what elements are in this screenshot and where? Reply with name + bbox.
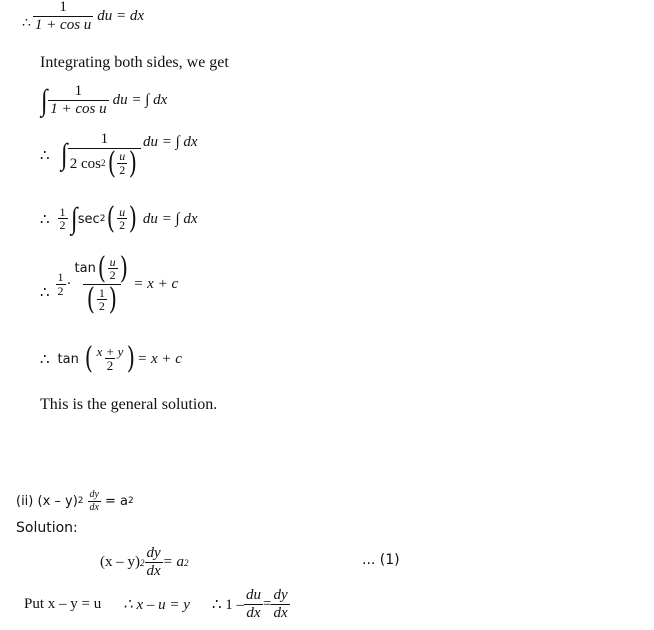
therefore-symbol: ∴	[22, 16, 31, 32]
big-numerator	[73, 251, 132, 286]
left-paren: (	[107, 201, 116, 236]
tan-function: tan	[74, 261, 96, 277]
part-ii-exponent: 2	[77, 496, 84, 507]
arg-fraction	[117, 150, 127, 177]
equation-1	[100, 546, 189, 579]
arg-fraction	[108, 256, 118, 283]
arg-numerator: u	[119, 204, 126, 219]
integral-symbol: ∫	[60, 138, 67, 172]
den-exponent: 2	[101, 157, 106, 168]
dy: dy	[273, 587, 288, 603]
eq1-rhs: = a	[162, 554, 185, 571]
fraction	[68, 132, 141, 179]
fraction	[33, 0, 93, 33]
right-paren: )	[127, 341, 136, 376]
eq1-derivative	[145, 546, 163, 579]
left-paren: (	[86, 282, 96, 317]
arg-denominator: 2	[119, 162, 126, 177]
right-paren: )	[119, 251, 128, 286]
du: du	[246, 587, 262, 603]
tan-function: tan	[57, 351, 79, 367]
numerator: 1	[100, 131, 109, 147]
right-paren: )	[108, 282, 117, 317]
denominator: 1 + cos u	[34, 16, 92, 33]
denominator	[68, 145, 141, 181]
rhs: du = ∫ dx	[142, 210, 198, 227]
eq1-rhs-exponent: 2	[184, 557, 189, 568]
big-fraction	[73, 251, 132, 317]
right-paren: )	[128, 201, 138, 236]
dy-dx-fraction	[271, 588, 289, 621]
half-numerator: 1	[57, 270, 64, 285]
dy: dy	[89, 489, 99, 500]
dx: dx	[273, 604, 288, 621]
solution-label: Solution:	[16, 520, 78, 536]
therefore-symbol: ∴	[40, 351, 50, 368]
sec-exponent: 2	[99, 214, 106, 224]
left-paren: (	[84, 341, 93, 376]
equation-line-3	[40, 132, 198, 179]
part-ii-rhs: = a	[104, 493, 128, 509]
arg-denominator: 2	[109, 268, 116, 283]
arg-denominator: 2	[106, 358, 114, 374]
half-numerator: 1	[59, 204, 66, 219]
half-fraction	[56, 271, 66, 298]
rhs: du = dx	[97, 8, 145, 25]
dx: dx	[246, 604, 261, 621]
arg-denominator: 2	[119, 218, 126, 233]
arg-numerator: u	[119, 149, 126, 164]
rhs: = x + c	[137, 350, 182, 367]
equation-line-2	[40, 84, 167, 117]
arg-fraction	[95, 345, 126, 374]
denominator: 1 + cos u	[50, 100, 107, 117]
part-ii-rhs-exponent: 2	[127, 496, 134, 507]
den-denominator: 2	[98, 299, 105, 314]
part-ii-heading	[16, 490, 134, 513]
therefore-symbol: ∴	[40, 211, 50, 228]
integral-symbol: ∫	[40, 83, 48, 117]
therefore-symbol: ∴	[40, 285, 50, 301]
right-paren: )	[128, 145, 138, 181]
big-denominator	[83, 284, 120, 315]
arg-fraction	[117, 206, 127, 233]
eq1-dx: dx	[146, 562, 161, 579]
therefore-one-minus: ∴ 1 –	[211, 597, 245, 614]
equals: =	[263, 596, 272, 613]
half-denominator: 2	[59, 218, 66, 233]
fraction	[48, 84, 108, 117]
rhs: = x + c	[133, 276, 179, 292]
arg-numerator: u	[109, 254, 116, 269]
substitution-line	[24, 588, 290, 621]
left-paren: (	[107, 145, 116, 181]
arg-numerator: x + y	[96, 343, 124, 359]
equation-number-1: ... (1)	[362, 552, 400, 568]
integrating-text: Integrating both sides, we get	[40, 54, 229, 71]
therefore-x-minus-u: ∴ x – u = y	[123, 597, 190, 614]
eq1-lhs: (x – y)	[100, 554, 140, 571]
du-dx-fraction	[244, 588, 263, 621]
eq1-dy: dy	[146, 545, 161, 561]
eq1-exponent: 2	[140, 557, 145, 568]
rhs: du = ∫ dx	[112, 92, 168, 109]
general-solution-text: This is the general solution.	[40, 396, 218, 413]
numerator: 1	[74, 83, 83, 99]
equation-line-6	[40, 341, 182, 376]
left-paren: (	[97, 251, 106, 286]
sec-function: sec	[77, 211, 100, 227]
half-denominator: 2	[57, 283, 64, 298]
numerator: 1	[59, 0, 67, 15]
den-coef: 2 cos	[69, 155, 102, 172]
den-fraction	[97, 287, 107, 314]
integral-symbol: ∫	[70, 202, 77, 235]
dy-dx-fraction	[88, 490, 101, 513]
equation-line-5: ∴ $\frac{1}{2}$ · tan ( $\frac{u}{2}$ ) ( $\frac{1}{2}$ ) = x + c	[40, 251, 179, 317]
therefore-symbol: ∴	[40, 147, 50, 164]
put-text: Put x – y = u	[24, 596, 102, 613]
equation-line-4	[40, 201, 198, 236]
dx: dx	[89, 501, 99, 513]
den-numerator: 1	[98, 285, 105, 300]
part-ii-label: (ii) (x – y)	[16, 493, 78, 509]
half-fraction	[58, 206, 68, 233]
equation-line-1	[22, 0, 144, 33]
rhs: du = ∫ dx	[142, 133, 198, 150]
